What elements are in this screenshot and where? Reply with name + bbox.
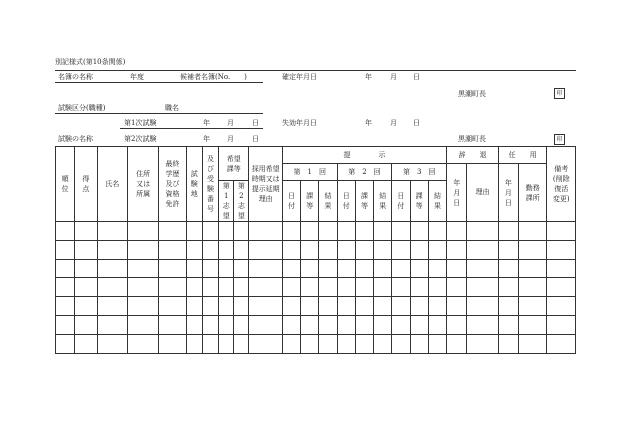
table-cell xyxy=(374,297,392,316)
exam-name-label: 試験の名称 xyxy=(58,135,93,143)
table-cell xyxy=(282,297,300,316)
table-cell xyxy=(467,240,498,259)
table-cell xyxy=(219,240,234,259)
table-cell xyxy=(392,315,410,334)
table-cell xyxy=(547,297,576,316)
table-cell xyxy=(202,240,218,259)
table-cell xyxy=(428,259,446,278)
table-cell xyxy=(301,222,319,241)
table-cell xyxy=(234,297,249,316)
table-cell xyxy=(355,259,373,278)
table-cell xyxy=(75,334,97,353)
table-cell xyxy=(428,222,446,241)
table-cell xyxy=(410,315,428,334)
table-cell xyxy=(547,315,576,334)
table-cell xyxy=(127,240,158,259)
second-exam-day: 日 xyxy=(252,135,259,143)
table-cell xyxy=(249,278,282,297)
table-cell xyxy=(75,315,97,334)
table-cell xyxy=(447,334,467,353)
second-exam-label: 第2次試験 xyxy=(124,135,157,143)
table-cell xyxy=(97,297,127,316)
table-cell xyxy=(467,259,498,278)
table-cell xyxy=(319,297,337,316)
table-cell xyxy=(282,278,300,297)
table-cell xyxy=(519,334,547,353)
table-cell xyxy=(97,315,127,334)
table-cell xyxy=(301,278,319,297)
table-cell xyxy=(56,222,75,241)
determination-year: 年 xyxy=(365,73,372,81)
table-cell xyxy=(219,278,234,297)
round-2-date: 日付 xyxy=(337,181,355,222)
round-1-date: 日付 xyxy=(282,181,300,222)
table-cell xyxy=(519,240,547,259)
table-cell xyxy=(319,240,337,259)
table-cell xyxy=(337,278,355,297)
table-cell xyxy=(186,259,202,278)
table-cell xyxy=(97,259,127,278)
table-row xyxy=(56,297,576,316)
table-cell xyxy=(301,240,319,259)
table-cell xyxy=(159,315,186,334)
col-withdrawal-header: 辞 退 xyxy=(447,147,499,164)
table-cell xyxy=(319,259,337,278)
table-row xyxy=(56,278,576,297)
table-cell xyxy=(355,297,373,316)
table-cell xyxy=(97,222,127,241)
determination-date-label: 確定年月日 xyxy=(282,73,317,81)
table-cell xyxy=(202,222,218,241)
table-cell xyxy=(234,259,249,278)
col-presentation-header: 提 示 xyxy=(282,147,446,164)
mayor-title: 黒潮町長 xyxy=(458,90,486,98)
table-cell xyxy=(301,334,319,353)
table-cell xyxy=(75,278,97,297)
table-cell xyxy=(447,222,467,241)
table-cell xyxy=(56,240,75,259)
table-cell xyxy=(202,278,218,297)
table-cell xyxy=(249,222,282,241)
table-cell xyxy=(498,315,518,334)
col-exam-venue-header: 試験地 xyxy=(186,147,202,222)
table-cell xyxy=(374,259,392,278)
table-cell xyxy=(355,278,373,297)
table-cell xyxy=(186,240,202,259)
table-cell xyxy=(319,315,337,334)
round-1-header: 第 1 回 xyxy=(282,164,337,181)
table-cell xyxy=(519,222,547,241)
table-cell xyxy=(186,297,202,316)
table-cell xyxy=(127,222,158,241)
table-cell xyxy=(186,222,202,241)
table-cell xyxy=(410,334,428,353)
table-cell xyxy=(410,222,428,241)
expiration-date-label: 失効年月日 xyxy=(282,119,317,127)
table-cell xyxy=(159,222,186,241)
table-cell xyxy=(337,259,355,278)
table-cell xyxy=(428,297,446,316)
remarks-note: (削除復活変更) xyxy=(552,174,570,203)
table-cell xyxy=(159,240,186,259)
table-row xyxy=(56,315,576,334)
determination-month: 月 xyxy=(390,73,397,81)
table-cell xyxy=(337,334,355,353)
round-3-header: 第 3 回 xyxy=(392,164,447,181)
table-cell xyxy=(97,278,127,297)
table-cell xyxy=(56,297,75,316)
table-cell xyxy=(186,315,202,334)
second-preference-header: 第2志望 xyxy=(234,181,249,222)
first-exam-underline xyxy=(120,128,263,129)
table-cell xyxy=(186,334,202,353)
table-cell xyxy=(75,240,97,259)
table-cell xyxy=(202,315,218,334)
table-cell xyxy=(355,240,373,259)
table-cell xyxy=(428,315,446,334)
first-exam-month: 月 xyxy=(227,119,234,127)
table-cell xyxy=(428,334,446,353)
table-cell xyxy=(547,259,576,278)
table-cell xyxy=(392,297,410,316)
table-cell xyxy=(467,334,498,353)
col-education-header: 最終学歴及び資格免許 xyxy=(159,147,186,222)
table-cell xyxy=(249,259,282,278)
second-exam-month: 月 xyxy=(227,135,234,143)
table-cell xyxy=(186,278,202,297)
table-cell xyxy=(428,240,446,259)
remarks-title: 備考 xyxy=(554,164,569,173)
mayor-title-2: 黒潮町長 xyxy=(458,135,486,143)
expiration-month: 月 xyxy=(390,119,397,127)
table-cell xyxy=(410,240,428,259)
table-cell xyxy=(392,222,410,241)
table-cell xyxy=(374,222,392,241)
table-cell xyxy=(282,315,300,334)
table-cell xyxy=(159,297,186,316)
seal-mark: 印 xyxy=(554,88,565,99)
first-preference-header: 第1志望 xyxy=(219,181,234,222)
table-cell xyxy=(282,222,300,241)
table-cell xyxy=(56,278,75,297)
table-cell xyxy=(127,297,158,316)
exam-category-label: 試験区分(職種) xyxy=(58,104,106,112)
table-cell xyxy=(234,334,249,353)
table-cell xyxy=(282,334,300,353)
table-cell xyxy=(547,222,576,241)
table-cell xyxy=(428,278,446,297)
table-cell xyxy=(56,259,75,278)
col-score-header: 得点 xyxy=(75,147,97,222)
table-cell xyxy=(447,297,467,316)
table-body xyxy=(56,222,576,354)
round-1-section: 課等 xyxy=(301,181,319,222)
round-1-result: 結果 xyxy=(319,181,337,222)
table-cell xyxy=(337,315,355,334)
table-cell xyxy=(234,240,249,259)
table-cell xyxy=(301,259,319,278)
table-cell xyxy=(374,315,392,334)
job-name-label: 職名 xyxy=(165,104,179,112)
table-row xyxy=(56,222,576,241)
round-3-result: 結果 xyxy=(428,181,446,222)
table-cell xyxy=(337,222,355,241)
table-cell xyxy=(447,259,467,278)
col-address-header: 住所又は所属 xyxy=(127,147,158,222)
table-cell xyxy=(547,334,576,353)
table-cell xyxy=(498,278,518,297)
table-cell xyxy=(374,334,392,353)
table-cell xyxy=(447,278,467,297)
appointment-workplace-header: 勤務課所 xyxy=(519,164,547,222)
table-cell xyxy=(547,240,576,259)
table-cell xyxy=(219,297,234,316)
table-cell xyxy=(392,240,410,259)
round-3-section: 課等 xyxy=(410,181,428,222)
exam-category-underline xyxy=(55,113,263,114)
table-cell xyxy=(282,240,300,259)
col-remarks-header xyxy=(547,147,576,222)
fiscal-year-label: 年度 xyxy=(130,73,144,81)
first-exam-label: 第1次試験 xyxy=(124,119,157,127)
table-cell xyxy=(75,297,97,316)
seal-mark-2: 印 xyxy=(554,134,565,145)
table-row xyxy=(56,259,576,278)
table-cell xyxy=(410,297,428,316)
table-cell xyxy=(97,240,127,259)
table-cell xyxy=(159,278,186,297)
table-cell xyxy=(519,278,547,297)
candidate-list-label: 候補者名簿(No. ) xyxy=(180,73,247,81)
table-cell xyxy=(127,259,158,278)
table-cell xyxy=(159,334,186,353)
round-2-section: 課等 xyxy=(355,181,373,222)
table-cell xyxy=(127,315,158,334)
table-cell xyxy=(374,278,392,297)
candidate-list-table xyxy=(55,146,576,354)
table-row xyxy=(56,240,576,259)
table-cell xyxy=(337,297,355,316)
table-cell xyxy=(234,315,249,334)
table-cell xyxy=(75,222,97,241)
table-cell xyxy=(219,334,234,353)
table-cell xyxy=(319,334,337,353)
first-exam-day: 日 xyxy=(252,119,259,127)
table-cell xyxy=(355,334,373,353)
table-cell xyxy=(498,240,518,259)
table-cell xyxy=(249,334,282,353)
table-cell xyxy=(301,297,319,316)
col-appointment-header: 任 用 xyxy=(498,147,547,164)
table-cell xyxy=(498,222,518,241)
second-exam-year: 年 xyxy=(203,135,210,143)
table-cell xyxy=(498,259,518,278)
table-cell xyxy=(56,334,75,353)
table-cell xyxy=(498,297,518,316)
first-exam-year: 年 xyxy=(203,119,210,127)
table-cell xyxy=(219,315,234,334)
table-row xyxy=(56,334,576,353)
table-cell xyxy=(282,259,300,278)
list-name-label: 名簿の名称 xyxy=(58,73,93,81)
table-cell xyxy=(410,278,428,297)
table-cell xyxy=(447,240,467,259)
table-cell xyxy=(467,315,498,334)
expiration-year: 年 xyxy=(365,119,372,127)
withdrawal-date-header: 年月日 xyxy=(447,164,467,222)
table-cell xyxy=(249,297,282,316)
round-2-header: 第 2 回 xyxy=(337,164,392,181)
table-cell xyxy=(249,315,282,334)
table-cell xyxy=(234,222,249,241)
table-cell xyxy=(56,315,75,334)
col-hire-timing-header: 採用希望時期又は提示延期理由 xyxy=(249,147,282,222)
table-cell xyxy=(467,278,498,297)
table-cell xyxy=(97,334,127,353)
table-cell xyxy=(75,259,97,278)
col-name-header: 氏名 xyxy=(97,147,127,222)
form-title: 別記様式(第10条関係) xyxy=(55,58,126,66)
table-cell xyxy=(234,278,249,297)
table-cell xyxy=(202,334,218,353)
table-cell xyxy=(467,297,498,316)
table-cell xyxy=(392,334,410,353)
determination-day: 日 xyxy=(413,73,420,81)
withdrawal-reason-header: 理由 xyxy=(467,164,498,222)
table-cell xyxy=(159,259,186,278)
table-cell xyxy=(547,278,576,297)
table-cell xyxy=(519,315,547,334)
table-cell xyxy=(392,259,410,278)
col-examinee-number-header: 及び受験番号 xyxy=(202,147,218,222)
table-cell xyxy=(392,278,410,297)
table-cell xyxy=(519,259,547,278)
round-3-date: 日付 xyxy=(392,181,410,222)
table-cell xyxy=(249,240,282,259)
table-cell xyxy=(355,315,373,334)
table-cell xyxy=(319,278,337,297)
table-cell xyxy=(374,240,392,259)
table-cell xyxy=(467,222,498,241)
table-cell xyxy=(410,259,428,278)
col-rank-header: 順位 xyxy=(56,147,75,222)
col-preference-header: 希望課等 xyxy=(219,147,249,181)
table-cell xyxy=(301,315,319,334)
table-cell xyxy=(319,222,337,241)
table-cell xyxy=(202,297,218,316)
table-cell xyxy=(519,297,547,316)
appointment-date-header: 年月日 xyxy=(498,164,518,222)
round-2-result: 結果 xyxy=(374,181,392,222)
table-cell xyxy=(127,334,158,353)
table-cell xyxy=(337,240,355,259)
expiration-day: 日 xyxy=(413,119,420,127)
table-cell xyxy=(219,259,234,278)
table-cell xyxy=(355,222,373,241)
table-cell xyxy=(127,278,158,297)
table-cell xyxy=(202,259,218,278)
header-top-rule xyxy=(55,70,576,71)
list-name-underline xyxy=(55,82,263,83)
table-cell xyxy=(498,334,518,353)
table-cell xyxy=(447,315,467,334)
table-cell xyxy=(219,222,234,241)
